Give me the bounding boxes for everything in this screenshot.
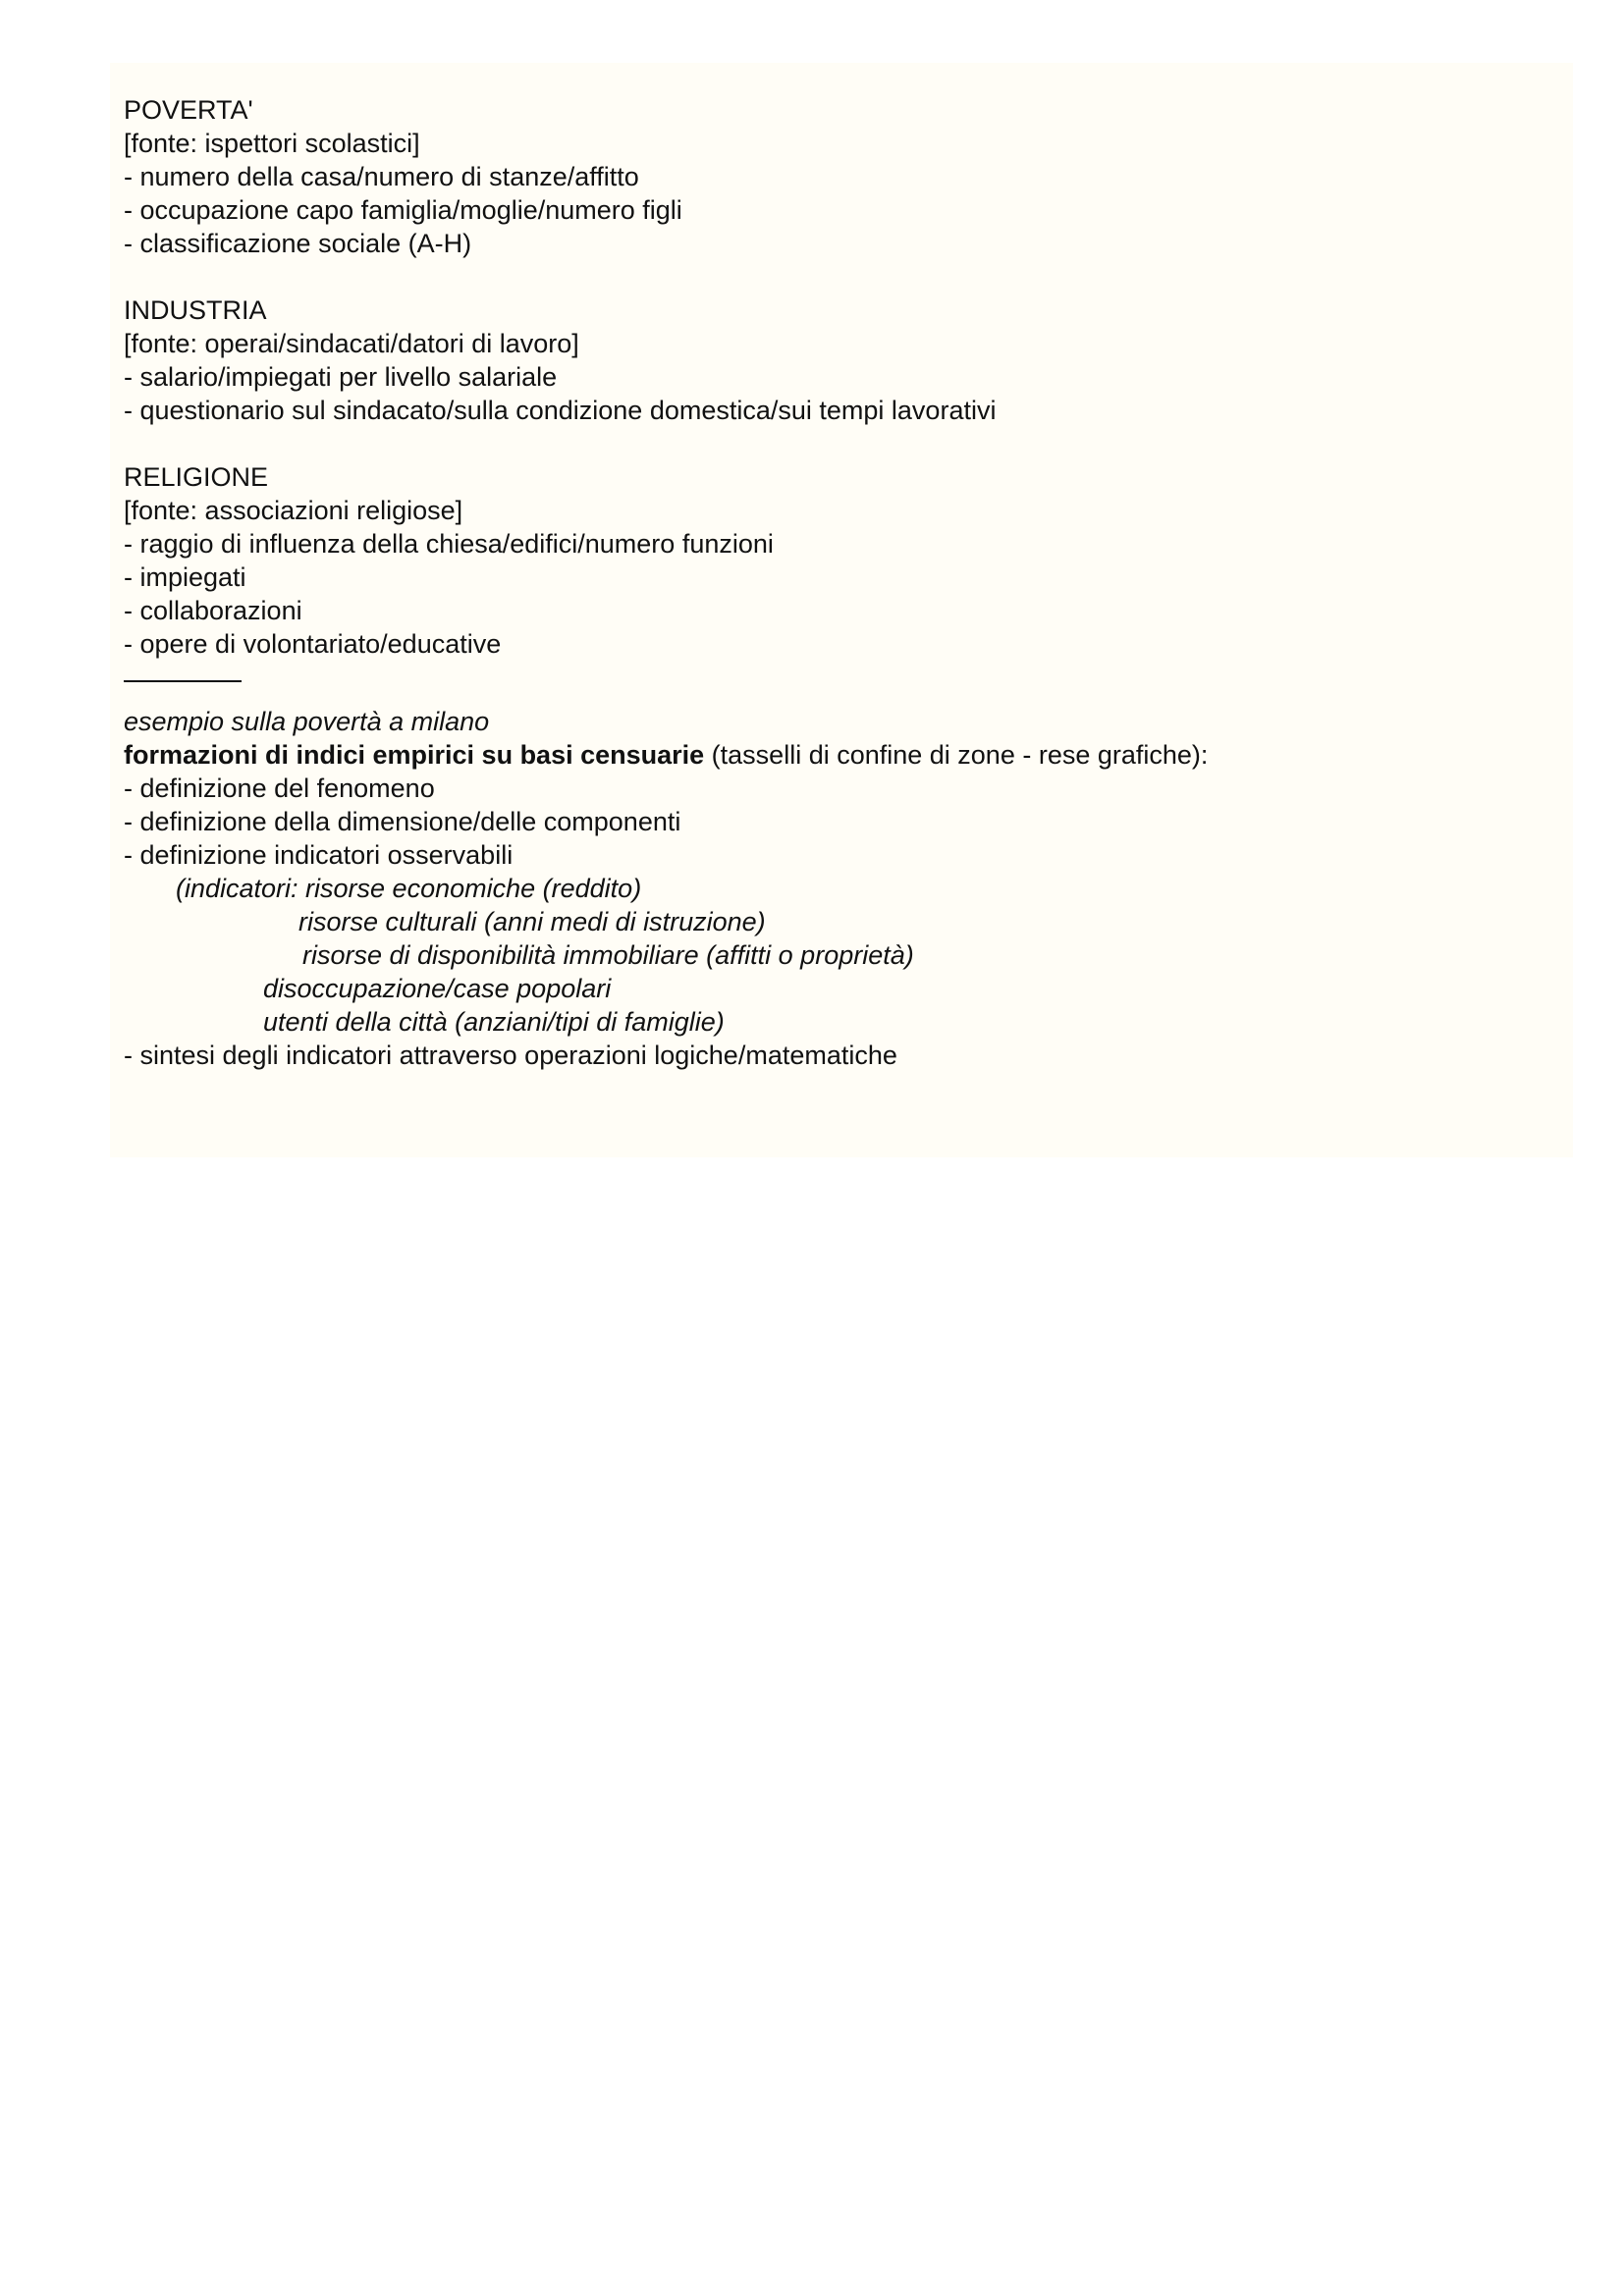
indicator-line: risorse di disponibilità immobiliare (affitti o proprietà) [302, 940, 914, 970]
indicator-line: (indicatori: risorse economiche (reddito) [176, 874, 642, 903]
list-item: - raggio di influenza della chiesa/edifici/numero funzioni [124, 529, 774, 559]
list-item: - definizione della dimensione/delle componenti [124, 807, 681, 836]
list-item: - numero della casa/numero di stanze/affitto [124, 162, 639, 191]
example-subtitle-rest: (tasselli di confine di zone - rese grafiche): [704, 740, 1209, 770]
example-title: esempio sulla povertà a milano [124, 707, 490, 736]
example-subtitle [124, 738, 1557, 772]
section-heading-religione: RELIGIONE [124, 462, 269, 492]
indicator-line: risorse culturali (anni medi di istruzione) [298, 907, 766, 936]
list-item: - occupazione capo famiglia/moglie/numero figli [124, 195, 682, 225]
indicator-line: utenti della città (anziani/tipi di famiglie) [263, 1007, 725, 1037]
list-item: - collaborazioni [124, 596, 302, 625]
list-item: - definizione indicatori osservabili [124, 840, 514, 870]
list-item: - questionario sul sindacato/sulla condizione domestica/sui tempi lavorativi [124, 396, 997, 425]
section-heading-industria: INDUSTRIA [124, 295, 267, 325]
example-subtitle-bold: formazioni di indici empirici su basi censuarie [124, 740, 705, 770]
list-item: - salario/impiegati per livello salariale [124, 362, 558, 392]
list-item: - impiegati [124, 562, 246, 592]
indicator-line: disoccupazione/case popolari [263, 974, 612, 1003]
section-heading-poverta: POVERTA' [124, 95, 253, 125]
list-item: - definizione del fenomeno [124, 774, 435, 803]
list-item: - opere di volontariato/educative [124, 629, 502, 659]
list-item: - sintesi degli indicatori attraverso operazioni logiche/matematiche [124, 1041, 897, 1070]
source-religione: [fonte: associazioni religiose] [124, 496, 463, 525]
document-body [124, 93, 1557, 1072]
source-poverta: [fonte: ispettori scolastici] [124, 129, 420, 158]
separator-line [124, 680, 242, 682]
list-item: - classificazione sociale (A-H) [124, 229, 472, 258]
source-industria: [fonte: operai/sindacati/datori di lavoro] [124, 329, 579, 358]
